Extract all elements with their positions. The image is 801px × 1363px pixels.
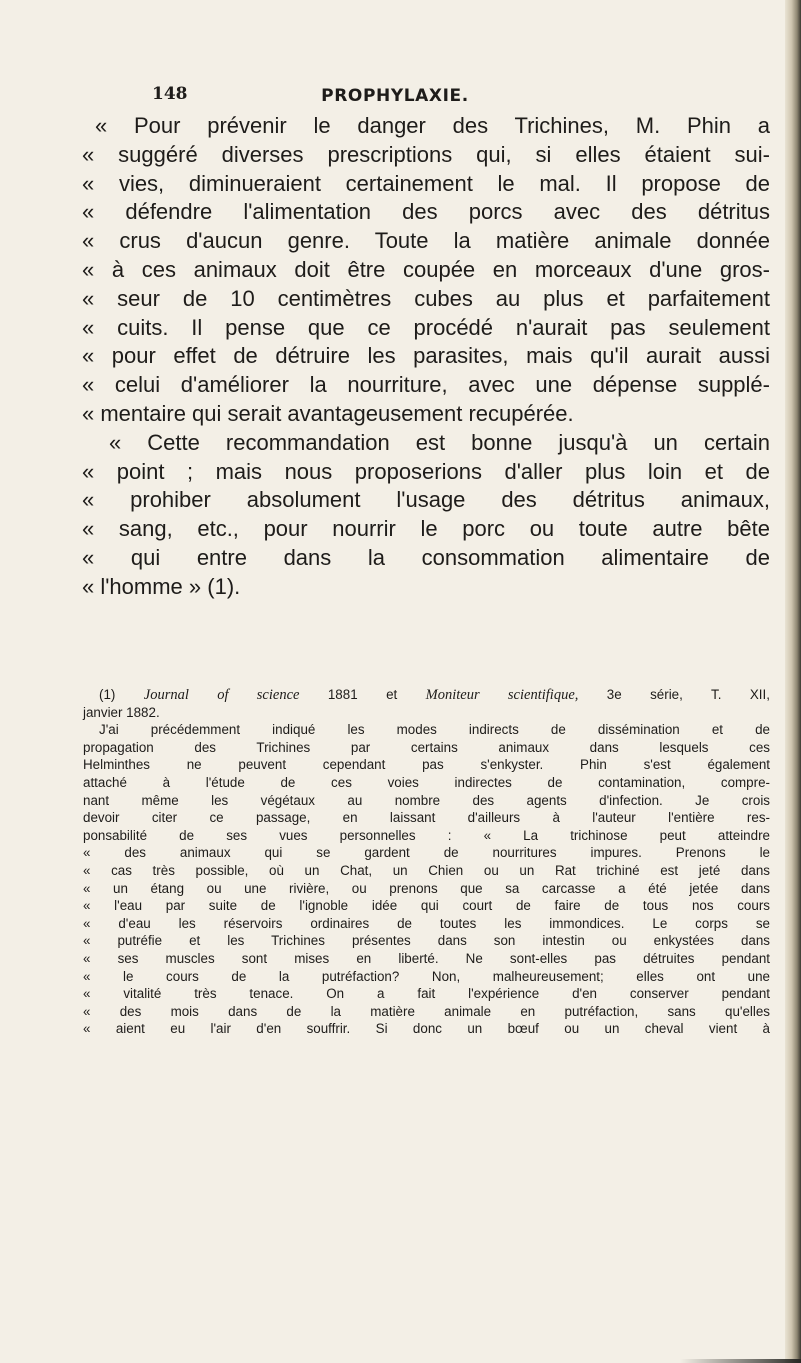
footnote-line: attaché à l'étude de ces voies indirectes de contamination, compre-	[83, 774, 770, 790]
text-line: « celui d'améliorer la nourriture, avec une dépense supplé-	[82, 372, 770, 398]
journal-year: 1881	[327, 687, 358, 702]
footnote	[83, 686, 770, 1038]
footnote-line: nant même les végétaux au nombre des agents d'infection. Je crois	[83, 792, 770, 808]
text-line: « seur de 10 centimètres cubes au plus et parfaitement	[82, 285, 770, 311]
page-header	[0, 84, 790, 114]
text-line: « prohiber absolument l'usage des détritus animaux,	[82, 487, 770, 513]
text-line: « sang, etc., pour nourrir le porc ou toute autre bête	[82, 516, 770, 542]
footnote-line: « ses muscles sont mises en liberté. Ne sont-elles pas détruites pendant	[83, 950, 770, 966]
footnote-line: propagation des Trichines par certains animaux dans lesquels ces	[83, 739, 770, 755]
footnote-line: « vitalité très tenace. On a fait l'expérience d'en conserver pendant	[83, 986, 770, 1002]
footnote-marker: (1)	[99, 687, 116, 702]
journal-title: Journal of science	[143, 687, 300, 703]
footnote-line: Helminthes ne peuvent cependant pas s'enkyster. Phin s'est également	[83, 757, 770, 773]
text-line: « mentaire qui serait avantageusement recupérée.	[82, 400, 574, 426]
text-line: « crus d'aucun genre. Toute la matière animale donnée	[82, 228, 770, 254]
page-number: 148	[152, 84, 188, 104]
footnote-citation	[83, 686, 770, 704]
footnote-line: J'ai précédemment indiqué les modes indirects de dissémination et de	[99, 722, 770, 738]
journal-title-2: Moniteur scientifique,	[425, 687, 579, 703]
text-line: « pour effet de détruire les parasites, mais qu'il aurait aussi	[82, 343, 770, 369]
footnote-line: ponsabilité de ses vues personnelles : « La trichinose peut atteindre	[83, 827, 770, 843]
text-line: « cuits. Il pense que ce procédé n'aurait pas seulement	[82, 314, 770, 340]
text-line: « Cette recommandation est bonne jusqu'à un certain	[109, 429, 770, 455]
running-head: PROPHYLAXIE.	[321, 86, 469, 106]
text-line: « point ; mais nous proposerions d'aller plus loin et de	[82, 458, 770, 484]
text-line: « suggéré diverses prescriptions qui, si elles étaient sui-	[82, 141, 770, 167]
text-line: « à ces animaux doit être coupée en morceaux d'une gros-	[82, 256, 770, 282]
page-edge	[785, 0, 801, 1363]
footnote-line: « cas très possible, où un Chat, un Chien ou un Rat trichiné est jeté dans	[83, 862, 770, 878]
text-line: « vies, diminueraient certainement le mal. Il propose de	[82, 170, 770, 196]
footnote-line: « des mois dans de la matière animale en putréfaction, sans qu'elles	[83, 1003, 770, 1019]
footnote-line: « aient eu l'air d'en souffrir. Si donc un bœuf ou un cheval vient à	[83, 1021, 770, 1037]
text-line: « défendre l'alimentation des porcs avec des détritus	[82, 199, 770, 225]
text-line: « l'homme » (1).	[82, 573, 241, 599]
footnote-line: « le cours de la putréfaction? Non, malheureusement; elles ont une	[83, 968, 770, 984]
page-bottom-edge	[680, 1359, 801, 1363]
footnote-line: « l'eau par suite de l'ignoble idée qui court de faire de tous nos cours	[83, 898, 770, 914]
footnote-line: janvier 1882.	[83, 704, 160, 720]
footnote-line: devoir citer ce passage, en laissant d'ailleurs à l'auteur l'entière res-	[83, 810, 770, 826]
footnote-line: « d'eau les réservoirs ordinaires de toutes les immondices. Le corps se	[83, 915, 770, 931]
main-text	[82, 112, 770, 602]
footnote-line: « putréfie et les Trichines présentes dans son intestin ou enkystées dans	[83, 933, 770, 949]
text-line: « Pour prévenir le danger des Trichines, M. Phin a	[95, 113, 770, 138]
journal-conj: et	[386, 687, 398, 702]
footnote-line: « des animaux qui se gardent de nourritures impures. Prenons le	[83, 845, 770, 861]
journal-volume: 3e série, T. XII,	[606, 687, 770, 702]
text-line: « qui entre dans la consommation alimentaire de	[82, 544, 770, 570]
footnote-line: « un étang ou une rivière, ou prenons que sa carcasse a été jetée dans	[83, 880, 770, 896]
